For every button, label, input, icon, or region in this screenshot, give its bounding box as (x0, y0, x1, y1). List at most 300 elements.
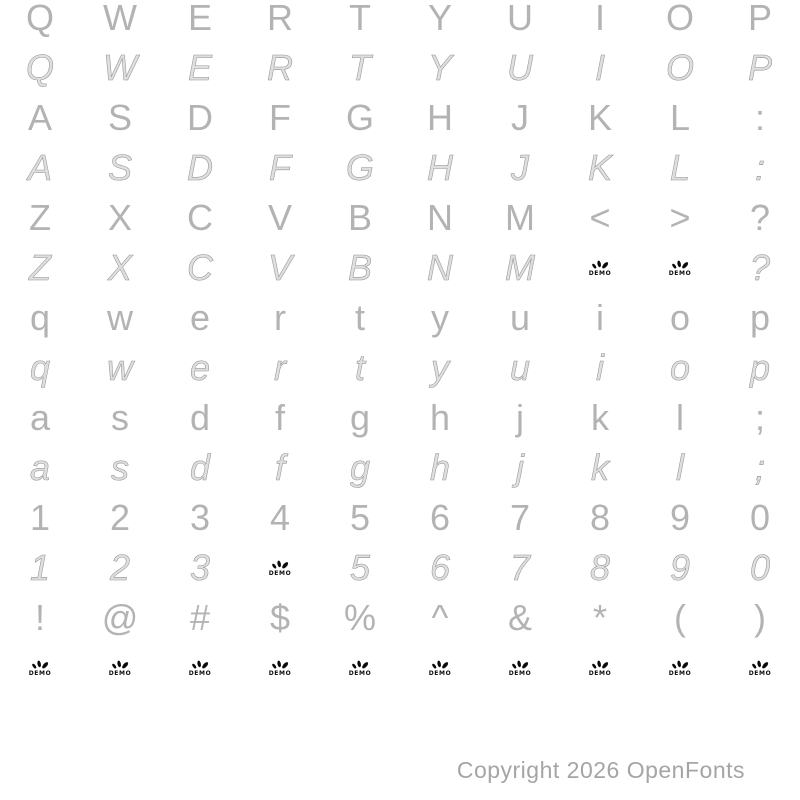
glyph-cell (480, 343, 560, 393)
glyph-character: 2 (109, 547, 131, 588)
glyph-character: 1 (29, 547, 51, 588)
glyph-cell (640, 393, 720, 443)
glyph-cell (640, 293, 720, 343)
glyph-cell (0, 493, 80, 543)
glyph-character: X (107, 197, 132, 238)
glyph-cell (720, 93, 800, 143)
glyph-character: a (29, 447, 51, 488)
petals-icon (431, 659, 450, 670)
glyph-row-4 (0, 143, 800, 193)
glyph-cell (400, 193, 480, 243)
glyph-character: g (349, 397, 371, 438)
glyph-cell (160, 243, 240, 293)
glyph-character: 5 (349, 497, 371, 538)
glyph-cell (480, 0, 560, 43)
glyph-character: u (509, 297, 531, 338)
glyph-character: d (189, 397, 211, 438)
glyph-cell (240, 43, 320, 93)
glyph-cell (400, 643, 480, 693)
glyph-cell (240, 593, 320, 643)
glyph-cell (480, 543, 560, 593)
demo-label: DEMO (588, 270, 612, 277)
glyph-character: K (587, 147, 612, 188)
glyph-row-9 (0, 393, 800, 443)
glyph-cell (320, 343, 400, 393)
glyph-cell (240, 293, 320, 343)
glyph-character: C (187, 247, 213, 288)
glyph-character: $ (269, 597, 291, 638)
glyph-cell (560, 0, 640, 43)
glyph-cell (480, 593, 560, 643)
glyph-character: ) (754, 597, 766, 638)
glyph-cell (80, 343, 160, 393)
glyph-cell (0, 43, 80, 93)
glyph-character: 7 (509, 547, 531, 588)
glyph-cell (160, 293, 240, 343)
glyph-character: F (269, 147, 291, 188)
petals-icon (751, 659, 770, 670)
glyph-character: C (187, 197, 213, 238)
glyph-character: M (505, 197, 535, 238)
glyph-cell (80, 93, 160, 143)
glyph-cell (80, 593, 160, 643)
petals-icon (591, 259, 610, 270)
glyph-character: p (749, 297, 771, 338)
glyph-character: 0 (749, 547, 771, 588)
glyph-cell (560, 143, 640, 193)
glyph-character: A (27, 147, 52, 188)
glyph-cell (320, 93, 400, 143)
glyph-character: i (596, 297, 604, 338)
glyph-character: t (354, 347, 365, 388)
glyph-cell (80, 443, 160, 493)
demo-placeholder-glyph (669, 659, 692, 677)
glyph-cell (0, 143, 80, 193)
glyph-cell (320, 443, 400, 493)
glyph-cell (720, 343, 800, 393)
glyph-cell (480, 443, 560, 493)
glyph-cell (640, 343, 720, 393)
glyph-character: y (431, 297, 449, 338)
petals-icon (111, 659, 130, 670)
demo-placeholder-glyph (749, 659, 772, 677)
glyph-character: w (107, 347, 133, 388)
glyph-cell (640, 0, 720, 43)
glyph-character: s (111, 447, 129, 488)
glyph-row-6 (0, 243, 800, 293)
glyph-cell (400, 143, 480, 193)
glyph-cell (720, 393, 800, 443)
glyph-cell (400, 393, 480, 443)
glyph-cell (0, 0, 80, 43)
glyph-cell (560, 343, 640, 393)
glyph-cell (720, 493, 800, 543)
demo-label: DEMO (508, 670, 532, 677)
glyph-cell (480, 493, 560, 543)
glyph-character: O (665, 0, 694, 38)
demo-placeholder-glyph (269, 559, 292, 577)
glyph-character: 5 (349, 547, 371, 588)
glyph-cell (240, 393, 320, 443)
glyph-cell (640, 143, 720, 193)
glyph-cell (400, 443, 480, 493)
glyph-cell (0, 543, 80, 593)
glyph-cell (720, 293, 800, 343)
glyph-cell (720, 543, 800, 593)
glyph-character: 9 (669, 547, 691, 588)
glyph-cell (0, 643, 80, 693)
glyph-character: 1 (29, 497, 51, 538)
glyph-cell (80, 643, 160, 693)
glyph-cell (320, 43, 400, 93)
petals-icon (351, 659, 370, 670)
glyph-cell (560, 643, 640, 693)
glyph-cell (80, 193, 160, 243)
glyph-character: t (354, 297, 365, 338)
glyph-character: P (747, 0, 772, 38)
glyph-character: M (505, 247, 535, 288)
glyph-character: L (669, 97, 691, 138)
glyph-character: y (431, 347, 449, 388)
demo-label: DEMO (748, 670, 772, 677)
glyph-cell (320, 543, 400, 593)
glyph-cell (400, 93, 480, 143)
glyph-character: G (345, 147, 374, 188)
glyph-character: @ (101, 597, 139, 638)
glyph-character: w (107, 297, 133, 338)
glyph-character: f (274, 447, 285, 488)
demo-placeholder-glyph (109, 659, 132, 677)
copyright-text: Copyright 2026 OpenFonts (456, 757, 745, 783)
glyph-character: K (587, 97, 612, 138)
glyph-character: R (267, 47, 293, 88)
glyph-cell (160, 43, 240, 93)
glyph-character: ( (674, 597, 686, 638)
glyph-cell (240, 643, 320, 693)
glyph-character: % (343, 597, 376, 638)
demo-label: DEMO (588, 670, 612, 677)
glyph-cell (240, 0, 320, 43)
glyph-cell (560, 443, 640, 493)
glyph-cell (720, 643, 800, 693)
glyph-character: B (347, 197, 372, 238)
glyph-cell (0, 293, 80, 343)
glyph-cell (80, 293, 160, 343)
glyph-character: I (594, 47, 605, 88)
demo-placeholder-glyph (269, 659, 292, 677)
glyph-character: A (27, 97, 52, 138)
glyph-cell (400, 43, 480, 93)
glyph-cell (160, 443, 240, 493)
glyph-character: W (103, 0, 137, 38)
glyph-character: q (29, 297, 51, 338)
glyph-cell (720, 143, 800, 193)
demo-label: DEMO (108, 670, 132, 677)
demo-placeholder-glyph (669, 259, 692, 277)
glyph-cell (320, 293, 400, 343)
glyph-character: N (427, 197, 453, 238)
glyph-cell (320, 493, 400, 543)
glyph-character: B (347, 247, 372, 288)
demo-placeholder-glyph (589, 659, 612, 677)
glyph-character: o (669, 347, 691, 388)
glyph-cell (560, 543, 640, 593)
glyph-character: J (511, 147, 529, 188)
glyph-character: 6 (429, 547, 451, 588)
glyph-cell (80, 543, 160, 593)
glyph-cell (320, 393, 400, 443)
glyph-row-8 (0, 343, 800, 393)
glyph-character: 9 (669, 497, 691, 538)
glyph-cell (320, 243, 400, 293)
glyph-character: r (274, 297, 286, 338)
glyph-cell (560, 393, 640, 443)
glyph-cell (80, 43, 160, 93)
glyph-row-10 (0, 443, 800, 493)
glyph-character: > (669, 197, 691, 238)
glyph-cell (240, 143, 320, 193)
glyph-character: Q (25, 47, 54, 88)
glyph-character: V (267, 197, 292, 238)
glyph-character: g (349, 447, 371, 488)
petals-icon (671, 259, 690, 270)
glyph-cell (160, 643, 240, 693)
glyph-character: L (669, 147, 691, 188)
glyph-character: o (669, 297, 691, 338)
glyph-cell (240, 243, 320, 293)
glyph-character: Y (427, 47, 452, 88)
glyph-character: r (274, 347, 286, 388)
glyph-character: D (187, 97, 213, 138)
glyph-character: j (516, 397, 524, 438)
glyph-cell (720, 0, 800, 43)
glyph-cell (640, 443, 720, 493)
glyph-cell (480, 243, 560, 293)
demo-placeholder-glyph (589, 259, 612, 277)
glyph-character: # (189, 597, 211, 638)
demo-placeholder-glyph (349, 659, 372, 677)
glyph-character: q (29, 347, 51, 388)
glyph-character: s (111, 397, 129, 438)
glyph-cell (480, 643, 560, 693)
glyph-character: 3 (189, 497, 211, 538)
glyph-character: Z (29, 197, 51, 238)
glyph-character: l (676, 397, 684, 438)
glyph-character: f (274, 397, 285, 438)
glyph-character: p (749, 347, 771, 388)
glyph-character: * (592, 597, 607, 638)
demo-label: DEMO (428, 670, 452, 677)
glyph-cell (320, 0, 400, 43)
glyph-character: ? (749, 247, 771, 288)
glyph-cell (240, 543, 320, 593)
glyph-cell (480, 193, 560, 243)
glyph-cell (0, 593, 80, 643)
glyph-cell (640, 193, 720, 243)
glyph-character: ; (754, 397, 765, 438)
glyph-character: & (507, 597, 532, 638)
glyph-cell (320, 143, 400, 193)
glyph-cell (400, 543, 480, 593)
glyph-row-12 (0, 543, 800, 593)
glyph-cell (720, 243, 800, 293)
glyph-row-13 (0, 593, 800, 643)
petals-icon (591, 659, 610, 670)
glyph-character: S (107, 147, 132, 188)
glyph-cell (80, 393, 160, 443)
glyph-character: H (427, 147, 453, 188)
glyph-character: V (267, 247, 292, 288)
glyph-cell (240, 443, 320, 493)
glyph-cell (640, 593, 720, 643)
glyph-character: ^ (431, 597, 449, 638)
glyph-cell (400, 593, 480, 643)
demo-label: DEMO (188, 670, 212, 677)
glyph-cell (160, 143, 240, 193)
petals-icon (271, 559, 290, 570)
demo-placeholder-glyph (429, 659, 452, 677)
glyph-cell (160, 543, 240, 593)
glyph-cell (0, 393, 80, 443)
glyph-cell (720, 593, 800, 643)
petals-icon (31, 659, 50, 670)
glyph-cell (400, 343, 480, 393)
glyph-cell (480, 293, 560, 343)
glyph-cell (720, 43, 800, 93)
glyph-row-3 (0, 93, 800, 143)
glyph-cell (480, 93, 560, 143)
glyph-cell (0, 93, 80, 143)
glyph-cell (0, 243, 80, 293)
glyph-cell (720, 443, 800, 493)
glyph-character: U (507, 0, 533, 38)
glyph-character: 0 (749, 497, 771, 538)
glyph-cell (0, 193, 80, 243)
glyph-character: e (189, 297, 211, 338)
glyph-character: D (187, 147, 213, 188)
glyph-character: E (187, 0, 212, 38)
glyph-character: d (189, 447, 211, 488)
petals-icon (511, 659, 530, 670)
glyph-character: Y (427, 0, 452, 38)
glyph-cell (160, 393, 240, 443)
glyph-cell (640, 243, 720, 293)
glyph-character: : (754, 147, 765, 188)
glyph-cell (560, 493, 640, 543)
glyph-cell (240, 493, 320, 543)
glyph-character: i (596, 347, 604, 388)
glyph-row-14 (0, 643, 800, 693)
glyph-cell (80, 493, 160, 543)
glyph-character: 8 (589, 547, 611, 588)
glyph-character: J (511, 97, 529, 138)
glyph-cell (80, 243, 160, 293)
glyph-character: W (103, 47, 137, 88)
glyph-cell (80, 0, 160, 43)
glyph-row-11 (0, 493, 800, 543)
glyph-character: 4 (269, 497, 291, 538)
glyph-row-7 (0, 293, 800, 343)
glyph-character: ? (749, 197, 771, 238)
glyph-character: 3 (189, 547, 211, 588)
glyph-character: E (187, 47, 212, 88)
glyph-cell (160, 93, 240, 143)
demo-label: DEMO (668, 270, 692, 277)
demo-label: DEMO (268, 670, 292, 677)
glyph-cell (240, 193, 320, 243)
glyph-cell (640, 493, 720, 543)
glyph-character: H (427, 97, 453, 138)
glyph-cell (400, 493, 480, 543)
glyph-character: k (591, 447, 609, 488)
glyph-row-1 (0, 0, 800, 43)
glyph-character: 7 (509, 497, 531, 538)
glyph-character: : (754, 97, 765, 138)
glyph-character: h (429, 397, 451, 438)
glyph-character: S (107, 97, 132, 138)
glyph-cell (640, 543, 720, 593)
glyph-cell (80, 143, 160, 193)
glyph-cell (160, 593, 240, 643)
glyph-row-2 (0, 43, 800, 93)
glyph-cell (480, 393, 560, 443)
glyph-character: G (345, 97, 374, 138)
glyph-cell (320, 193, 400, 243)
petals-icon (191, 659, 210, 670)
demo-placeholder-glyph (189, 659, 212, 677)
demo-placeholder-glyph (509, 659, 532, 677)
glyph-character: h (429, 447, 451, 488)
glyph-cell (480, 143, 560, 193)
glyph-cell (320, 593, 400, 643)
glyph-cell (400, 0, 480, 43)
glyph-cell (320, 643, 400, 693)
glyph-cell (560, 293, 640, 343)
glyph-cell (560, 193, 640, 243)
glyph-cell (240, 343, 320, 393)
demo-label: DEMO (268, 570, 292, 577)
glyph-character: ! (34, 597, 45, 638)
glyph-character: T (349, 0, 371, 38)
glyph-character: X (107, 247, 132, 288)
glyph-character: P (747, 47, 772, 88)
glyph-row-5 (0, 193, 800, 243)
glyph-cell (240, 93, 320, 143)
glyph-character: k (591, 397, 609, 438)
glyph-cell (160, 343, 240, 393)
demo-label: DEMO (668, 670, 692, 677)
glyph-character: e (189, 347, 211, 388)
glyph-character: Z (29, 247, 51, 288)
glyph-cell (640, 643, 720, 693)
glyph-character: a (29, 397, 51, 438)
glyph-character: R (267, 0, 293, 38)
glyph-character: O (665, 47, 694, 88)
glyph-cell (560, 243, 640, 293)
glyph-cell (560, 93, 640, 143)
petals-icon (271, 659, 290, 670)
glyph-character: U (507, 47, 533, 88)
glyph-character: 6 (429, 497, 451, 538)
glyph-cell (160, 493, 240, 543)
glyph-cell (0, 443, 80, 493)
glyph-character: T (349, 47, 371, 88)
glyph-character: F (269, 97, 291, 138)
glyph-character: 2 (109, 497, 131, 538)
glyph-cell (640, 93, 720, 143)
glyph-cell (560, 593, 640, 643)
glyph-character: N (427, 247, 453, 288)
